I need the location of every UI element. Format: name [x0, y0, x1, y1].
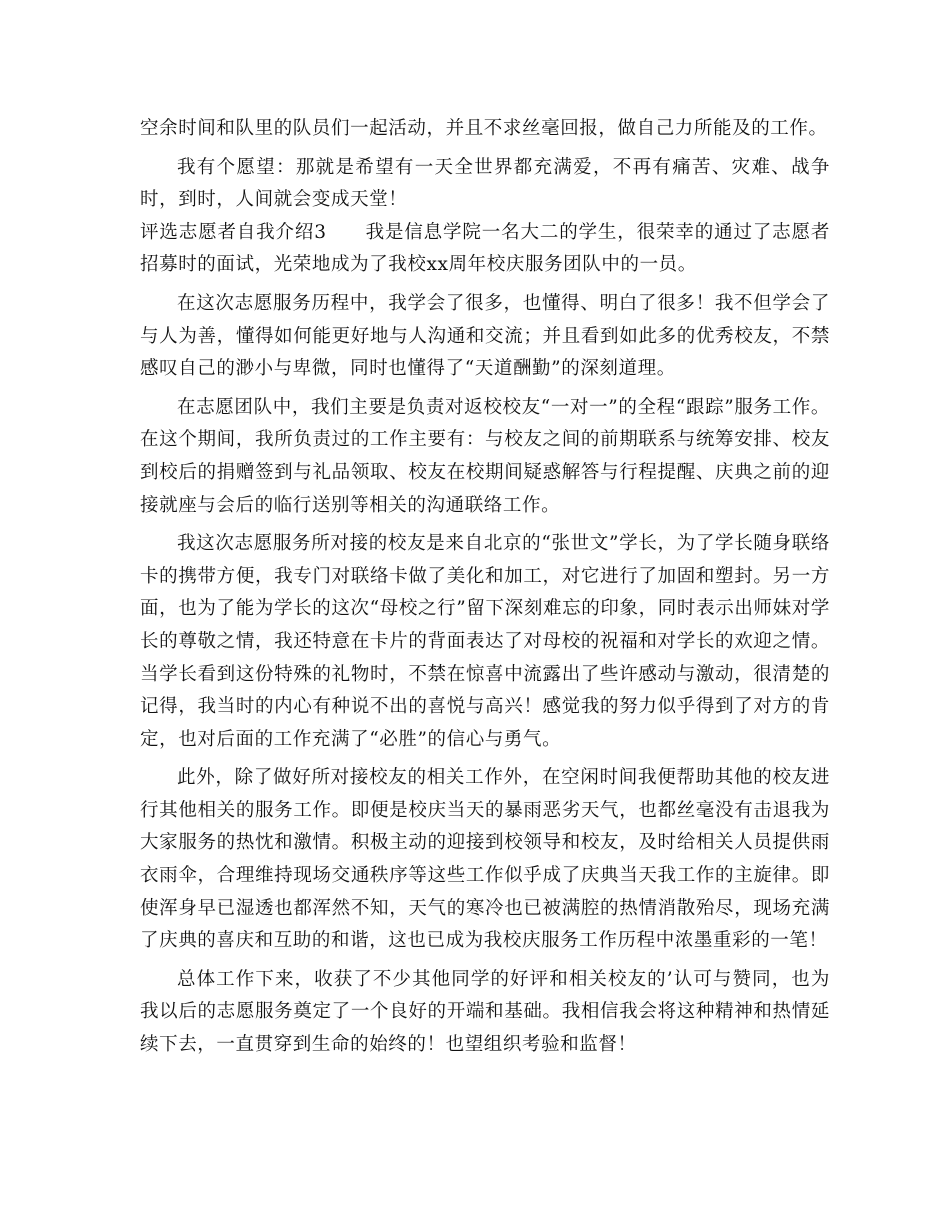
paragraph-8: 总体工作下来，收获了不少其他同学的好评和相关校友的’认可与赞同，也为我以后的志愿服务奠定了一个良好的开端和基础。我相信我会将这种精神和热情延续下去，一直贯穿到生命的始终的！也望组织考验和监督！ — [140, 968, 830, 1056]
paragraph-7: 此外，除了做好所对接校友的相关工作外，在空闲时间我便帮助其他的校友进行其他相关的服务工作。即便是校庆当天的暴雨恶劣天气，也都丝毫没有击退我为大家服务的热忱和激情。积极主动的迎接到校领导和校友，及时给相关人员提供雨衣雨伞，合理维持现场交通秩序等这些工作似乎成了庆典当天我工作的主旋律。即使浑身早已湿透也都浑然不知，天气的寒冷也已被满腔的热情消散殆尽，现场充满了庆典的喜庆和互助的和谐，这也已成为我校庆服务工作历程中浓墨重彩的一笔！ — [140, 767, 830, 952]
document-body — [140, 113, 830, 1062]
paragraph-5: 在志愿团队中，我们主要是负责对返校校友“一对一”的全程“跟踪”服务工作。在这个期间，我所负责过的工作主要有：与校友之间的前期联系与统筹安排、校友到校后的捐赠签到与礼品领取、校友在校期间疑惑解答与行程提醒、庆典之前的迎接就座与会后的临行送别等相关的沟通联络工作。 — [140, 396, 830, 516]
paragraph-6: 我这次志愿服务所对接的校友是来自北京的“张世文”学长，为了学长随身联络卡的携带方便，我专门对联络卡做了美化和加工，对它进行了加固和塑封。另一方面，也为了能为学长的这次“母校之行”留下深刻难忘的印象，同时表示出师妹对学长的尊敬之情，我还特意在卡片的背面表达了对母校的祝福和对学长的欢迎之情。当学长看到这份特殊的礼物时，不禁在惊喜中流露出了些许感动与激动，很清楚的记得，我当时的内心有种说不出的喜悦与高兴！感觉我的努力似乎得到了对方的肯定，也对后面的工作充满了“必胜”的信心与勇气。 — [140, 533, 830, 750]
paragraph-4: 在这次志愿服务历程中，我学会了很多，也懂得、明白了很多！我不但学会了与人为善，懂得如何能更好地与人沟通和交流；并且看到如此多的优秀校友，不禁感叹自己的渺小与卑微，同时也懂得了“天道酬勤”的深刻道理。 — [140, 292, 830, 380]
paragraph-2: 我有个愿望：那就是希望有一天全世界都充满爱，不再有痛苦、灾难、战争时，到时，人间就会变成天堂！ — [140, 156, 830, 211]
paragraph-1: 空余时间和队里的队员们一起活动，并且不求丝毫回报，做自己力所能及的工作。 — [140, 118, 828, 139]
paragraph-3-heading: 评选志愿者自我介绍3 我是信息学院一名大二的学生，很荣幸的通过了志愿者招募时的面试，光荣地成为了我校xx周年校庆服务团队中的一员。 — [140, 221, 830, 276]
